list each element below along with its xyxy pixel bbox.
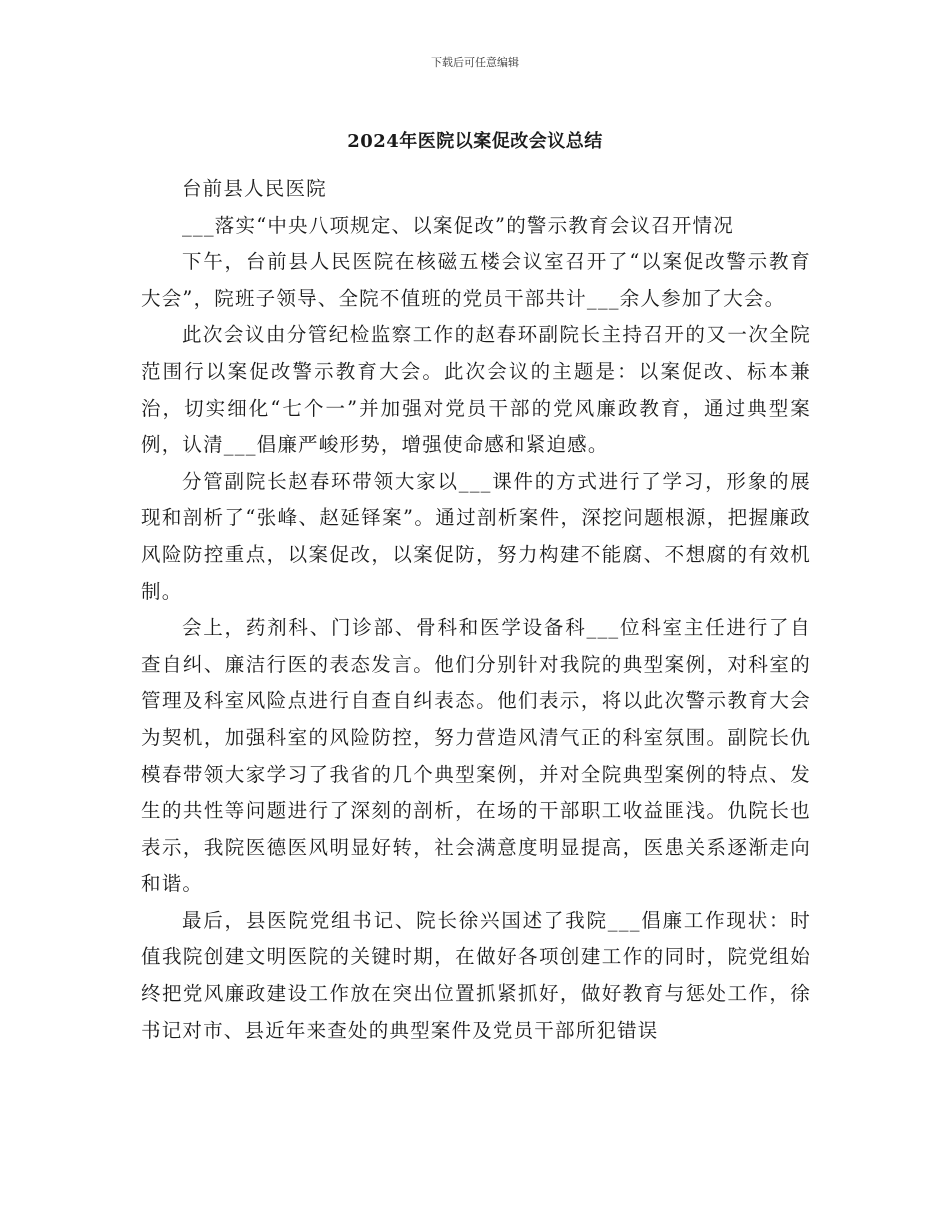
paragraph-case-study: 分管副院长赵春环带领大家以___课件的方式进行了学习，形象的展现和剖析了“张峰、赵延铎案”。通过剖析案件，深挖问题根源，把握廉政风险防控重点，以案促改，以案促防，努力构建不能腐、不想腐的有效机制。 xyxy=(141,469,811,603)
document-title: 2024年医院以案促改会议总结 xyxy=(347,131,603,152)
paragraph-closing-remarks: 最后，县医院党组书记、院长徐兴国述了我院___倡廉工作现状：时值我院创建文明医院的关键时期，在做好各项创建工作的同时，院党组始终把党风廉政建设工作放在突出位置抓紧抓好，做好教育与惩处工作，徐书记对市、县近年来查处的典型案件及党员干部所犯错误 xyxy=(141,908,811,1042)
paragraph-meeting-theme: 此次会议由分管纪检监察工作的赵春环副院长主持召开的又一次全院范围行以案促改警示教育大会。此次会议的主题是：以案促改、标本兼治，切实细化“七个一”并加强对党员干部的党风廉政教育，通过典型案例，认清___倡廉严峻形势，增强使命感和紧迫感。 xyxy=(141,323,811,457)
paragraph-meeting-intro: 下午，台前县人民医院在核磁五楼会议室召开了“以案促改警示教育大会”，院班子领导、全院不值班的党员干部共计___余人参加了大会。 xyxy=(141,250,811,310)
document-body xyxy=(141,171,811,1049)
paragraph-organization: 台前县人民医院 xyxy=(181,177,327,200)
paragraph-department-statements: 会上，药剂科、门诊部、骨科和医学设备科___位科室主任进行了自查自纠、廉洁行医的表态发言。他们分别针对我院的典型案例，对科室的管理及科室风险点进行自查自纠表态。他们表示，将以此次警示教育大会为契机，加强科室的风险防控，努力营造风清气正的科室氛围。副院长仇模春带领大家学习了我省的几个典型案例，并对全院典型案例的特点、发生的共性等问题进行了深刻的剖析，在场的干部职工收益匪浅。仇院长也表示，我院医德医风明显好转，社会满意度明显提高，医患关系逐渐走向和谐。 xyxy=(141,616,811,896)
header-note: 下载后可任意编辑 xyxy=(431,56,519,69)
paragraph-subtitle: ___落实“中央八项规定、以案促改”的警示教育会议召开情况 xyxy=(181,213,734,237)
